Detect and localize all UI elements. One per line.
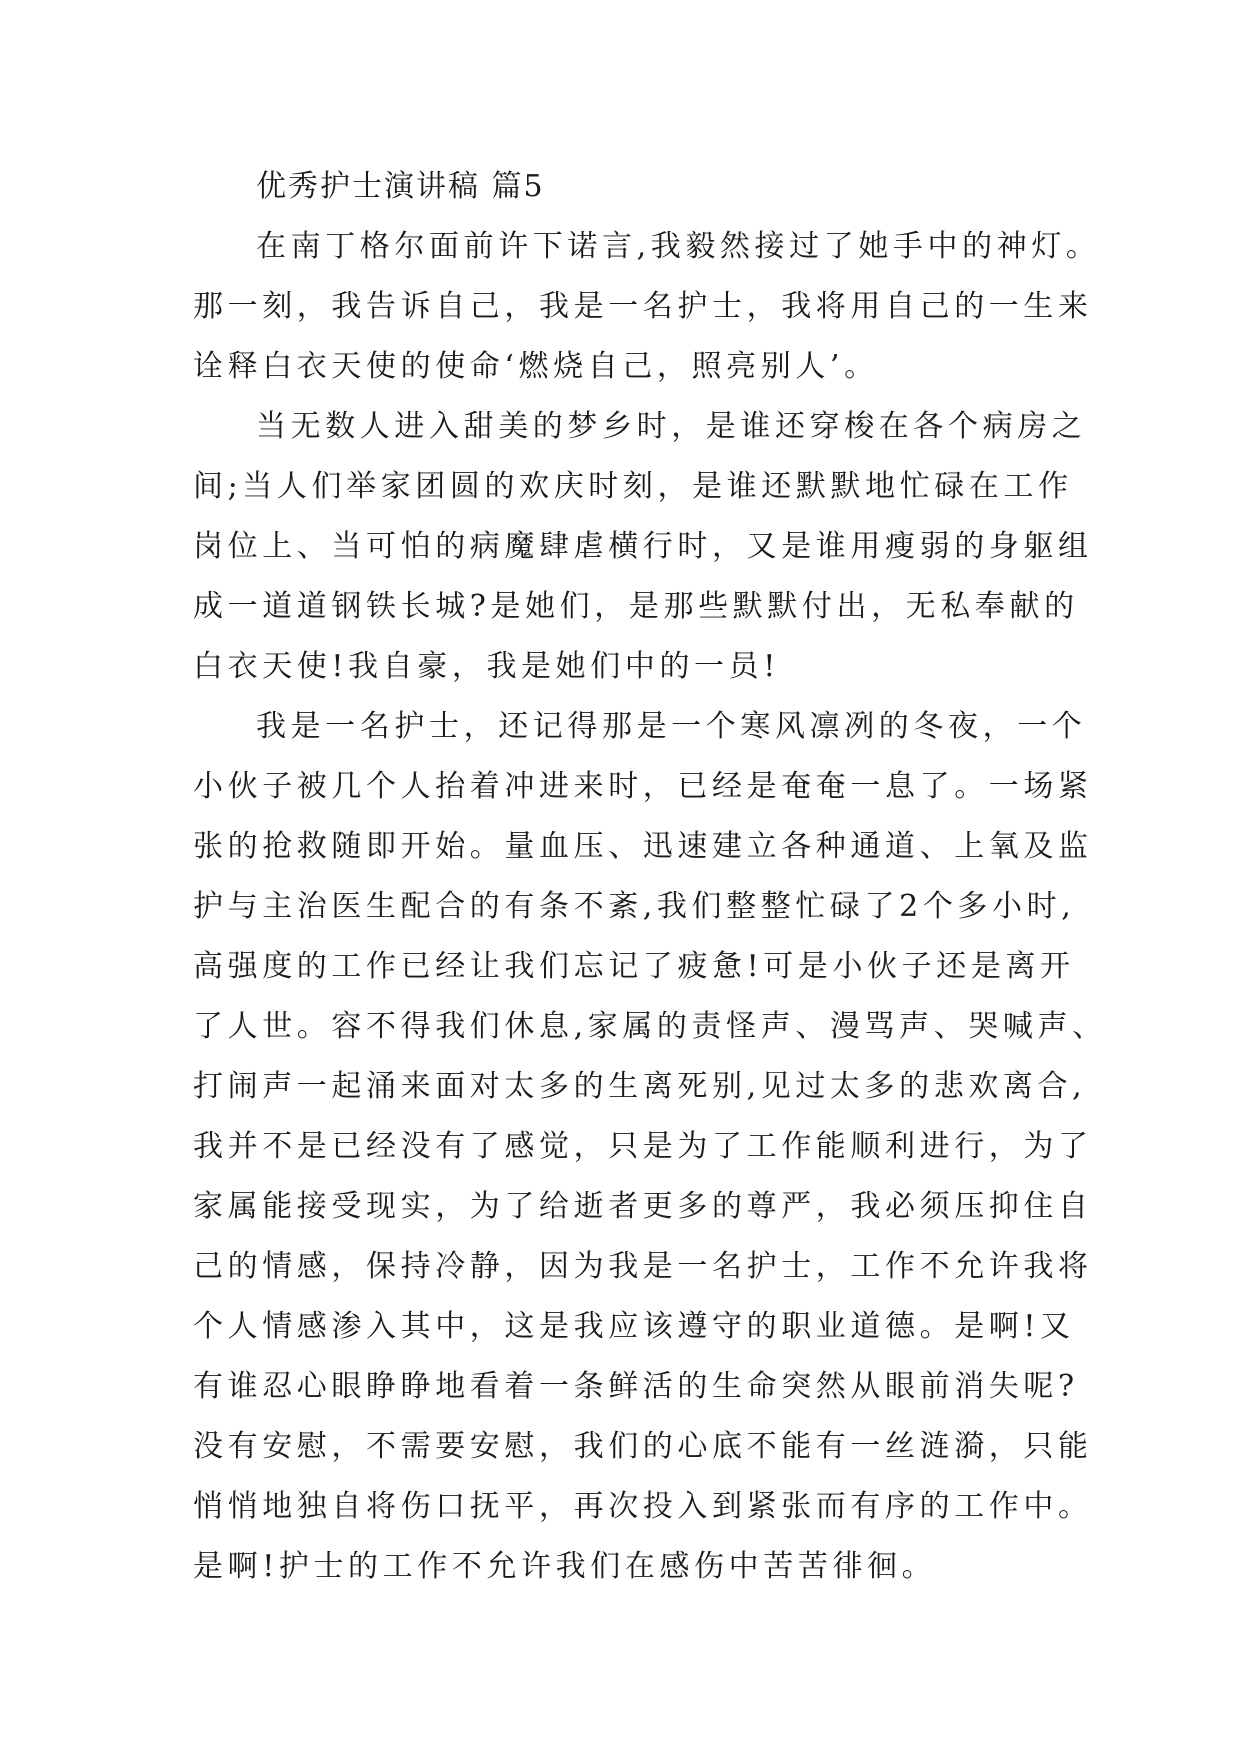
paragraph-3-line-6: 了人世。容不得我们休息,家属的责怪声、漫骂声、哭喊声、 [193, 1009, 1107, 1044]
paragraph-2-line-2: 间;当人们举家团圆的欢庆时刻，是谁还默默地忙碌在工作 [193, 469, 1073, 504]
paragraph-3-line-15: 是啊!护士的工作不允许我们在感伤中苦苦徘徊。 [193, 1549, 937, 1584]
paragraph-3-line-2: 小伙子被几个人抬着冲进来时，已经是奄奄一息了。一场紧 [193, 769, 1093, 804]
paragraph-3-line-5: 高强度的工作已经让我们忘记了疲惫!可是小伙子还是离开 [193, 949, 1075, 984]
paragraph-1-line-2: 那一刻，我告诉自己，我是一名护士，我将用自己的一生来 [193, 289, 1093, 324]
paragraph-3-line-1: 我是一名护士，还记得那是一个寒风凛冽的冬夜，一个 [256, 709, 1087, 744]
paragraph-1-line-3: 诠释白衣天使的使命‘燃烧自己，照亮别人’。 [193, 349, 879, 384]
paragraph-3-line-9: 家属能接受现实，为了给逝者更多的尊严，我必须压抑住自 [193, 1189, 1093, 1224]
paragraph-2-line-4: 成一道道钢铁长城?是她们，是那些默默付出，无私奉献的 [193, 589, 1079, 624]
paragraph-3-line-4: 护与主治医生配合的有条不紊,我们整整忙碌了2个多小时, [193, 889, 1076, 924]
paragraph-3-line-13: 没有安慰，不需要安慰，我们的心底不能有一丝涟漪，只能 [193, 1429, 1093, 1464]
paragraph-1-line-1: 在南丁格尔面前许下诺言,我毅然接过了她手中的神灯。 [256, 229, 1101, 264]
paragraph-2-line-1: 当无数人进入甜美的梦乡时，是谁还穿梭在各个病房之 [256, 409, 1087, 444]
paragraph-3-line-14: 悄悄地独自将伤口抚平，再次投入到紧张而有序的工作中。 [193, 1489, 1093, 1524]
document-title: 优秀护士演讲稿 篇5 [256, 169, 545, 204]
paragraph-3-line-12: 有谁忍心眼睁睁地看着一条鲜活的生命突然从眼前消失呢? [193, 1369, 1079, 1404]
paragraph-3-line-11: 个人情感渗入其中，这是我应该遵守的职业道德。是啊!又 [193, 1309, 1075, 1344]
paragraph-3-line-7: 打闹声一起涌来面对太多的生离死别,见过太多的悲欢离合, [193, 1069, 1087, 1104]
paragraph-2-line-5: 白衣天使!我自豪，我是她们中的一员! [193, 649, 780, 684]
paragraph-3-line-3: 张的抢救随即开始。量血压、迅速建立各种通道、上氧及监 [193, 829, 1093, 864]
paragraph-3-line-8: 我并不是已经没有了感觉，只是为了工作能顺利进行，为了 [193, 1129, 1093, 1164]
paragraph-2-line-3: 岗位上、当可怕的病魔肆虐横行时，又是谁用瘦弱的身躯组 [193, 529, 1093, 564]
paragraph-3-line-10: 己的情感，保持冷静，因为我是一名护士，工作不允许我将 [193, 1249, 1093, 1284]
